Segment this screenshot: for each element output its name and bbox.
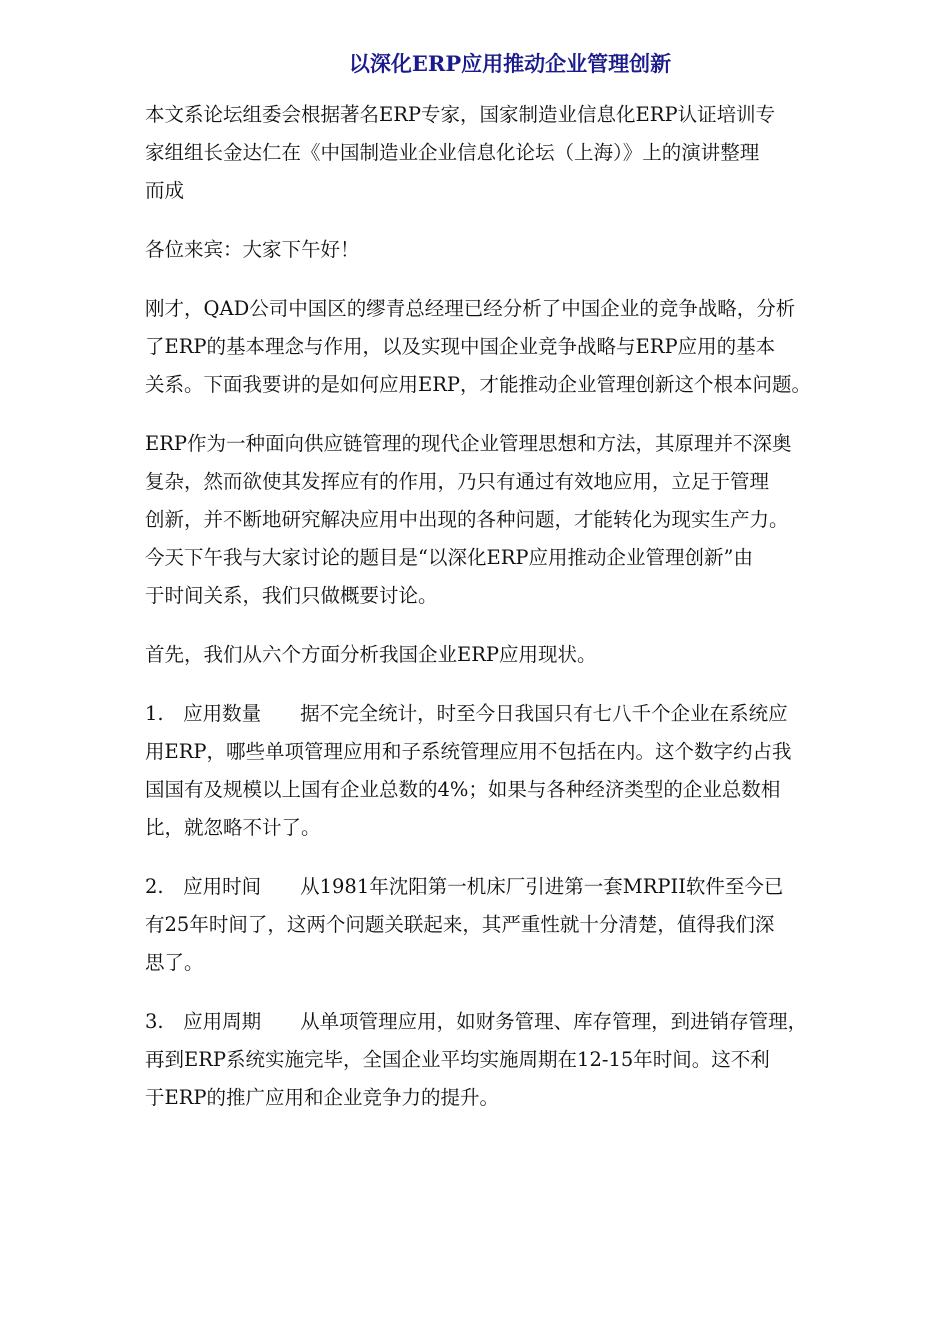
text-line: 用ERP，哪些单项管理应用和子系统管理应用不包括在内。这个数字约占我 bbox=[145, 740, 792, 763]
text-line: 本文系论坛组委会根据著名ERP专家，国家制造业信息化ERP认证培训专 bbox=[145, 103, 776, 126]
text-line: 关系。下面我要讲的是如何应用ERP，才能推动企业管理创新这个根本问题。 bbox=[145, 373, 812, 396]
text-line: 2. 应用时间 从1981年沈阳第一机床厂引进第一套MRPII软件至今已 bbox=[145, 875, 784, 898]
text-line: 有25年时间了，这两个问题关联起来，其严重性就十分清楚，值得我们深 bbox=[145, 913, 775, 936]
paragraph-intro-note bbox=[145, 96, 895, 210]
text-line: 了ERP的基本理念与作用，以及实现中国企业竞争战略与ERP应用的基本 bbox=[145, 335, 776, 358]
text-line: 于ERP的推广应用和企业竞争力的提升。 bbox=[145, 1086, 500, 1109]
list-item-application-count bbox=[145, 695, 895, 847]
text-line: ERP作为一种面向供应链管理的现代企业管理思想和方法，其原理并不深奥 bbox=[145, 432, 792, 455]
text-line: 1. 应用数量 据不完全统计，时至今日我国只有七八千个企业在系统应 bbox=[145, 702, 788, 725]
list-item-application-time bbox=[145, 868, 895, 982]
document-body bbox=[145, 96, 895, 1138]
text-line: 而成 bbox=[145, 179, 185, 202]
text-line: 于时间关系，我们只做概要讨论。 bbox=[145, 584, 438, 607]
list-item-application-cycle bbox=[145, 1003, 895, 1117]
paragraph-status-intro bbox=[145, 636, 895, 674]
text-line: 再到ERP系统实施完毕，全国企业平均实施周期在12-15年时间。这不利 bbox=[145, 1048, 770, 1071]
text-line: 思了。 bbox=[145, 951, 204, 974]
paragraph-opening bbox=[145, 290, 895, 404]
text-line: 首先，我们从六个方面分析我国企业ERP应用现状。 bbox=[145, 643, 597, 666]
text-line: 今天下午我与大家讨论的题目是“以深化ERP应用推动企业管理创新”由 bbox=[145, 546, 753, 569]
text-line: 家组组长金达仁在《中国制造业企业信息化论坛（上海）》上的演讲整理 bbox=[145, 141, 760, 164]
text-line: 复杂，然而欲使其发挥应有的作用，乃只有通过有效地应用，立足于管理 bbox=[145, 470, 770, 493]
text-line: 刚才，QAD公司中国区的缪青总经理已经分析了中国企业的竞争战略，分析 bbox=[145, 297, 796, 320]
paragraph-greeting bbox=[145, 231, 895, 269]
document-title: 以深化ERP应用推动企业管理创新 bbox=[348, 51, 672, 76]
text-line: 比，就忽略不计了。 bbox=[145, 816, 321, 839]
paragraph-erp-principle bbox=[145, 425, 895, 615]
text-line: 创新，并不断地研究解决应用中出现的各种问题，才能转化为现实生产力。 bbox=[145, 508, 789, 531]
text-line: 各位来宾：大家下午好！ bbox=[145, 238, 360, 261]
text-line: 国国有及规模以上国有企业总数的4%；如果与各种经济类型的企业总数相 bbox=[145, 778, 781, 801]
text-line: 3. 应用周期 从单项管理应用，如财务管理、库存管理，到进销存管理， bbox=[145, 1010, 808, 1033]
